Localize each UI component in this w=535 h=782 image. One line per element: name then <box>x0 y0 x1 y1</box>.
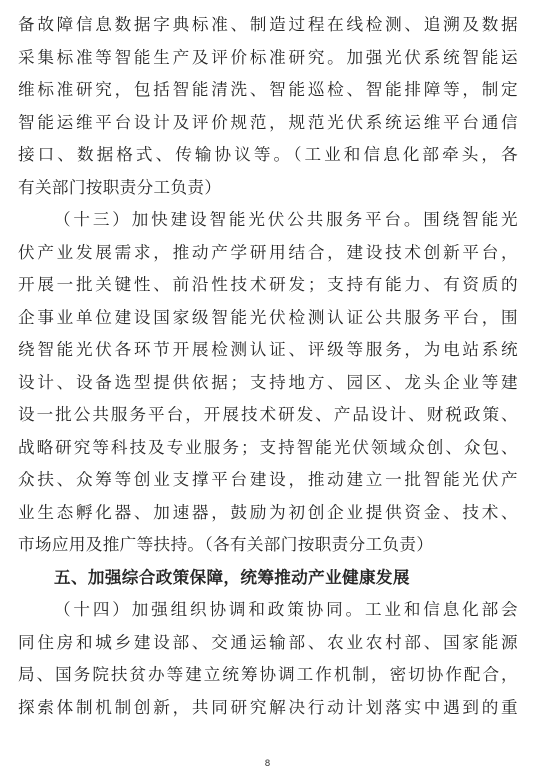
text-line: 市场应用及推广等扶持。（各有关部门按职责分工负责） <box>18 535 434 554</box>
text-line: 局、国务院扶贫办等建立统筹协调工作机制，密切协作配合， <box>18 665 518 684</box>
text-line: 探索体制机制创新，共同研究解决行动计划落实中遇到的重 <box>18 697 518 717</box>
text-line: 有关部门按职责分工负责） <box>18 177 222 197</box>
text-line: 智能运维平台设计及评价规范，规范光伏系统运维平台通信 <box>18 112 518 132</box>
paragraph-14-start: （十四）加强组织协调和政策协同。工业和信息化部会 <box>54 600 518 619</box>
text-line: 同住房和城乡建设部、交通运输部、农业农村部、国家能源 <box>18 632 518 652</box>
text-line: 伏产业发展需求，推动产学研用结合，建设技术创新平台， <box>18 242 518 262</box>
text-line: 设一批公共服务平台，开展技术研发、产品设计、财税政策、 <box>18 405 518 424</box>
text-line: 企事业单位建设国家级智能光伏检测认证公共服务平台，围 <box>18 307 518 327</box>
text-line: 采集标准等智能生产及评价标准研究。加强光伏系统智能运 <box>18 47 518 67</box>
text-line: 维标准研究，包括智能清洗、智能巡检、智能排障等，制定 <box>18 80 518 99</box>
paragraph-13-start: （十三）加快建设智能光伏公共服务平台。围绕智能光 <box>54 210 518 229</box>
section-heading: 五、加强综合政策保障，统筹推动产业健康发展 <box>54 567 410 587</box>
text-line: 业生态孵化器、加速器，鼓励为初创企业提供资金、技术、 <box>18 502 518 522</box>
body-text <box>18 9 518 724</box>
text-line: 备故障信息数据字典标准、制造过程在线检测、追溯及数据 <box>18 15 518 34</box>
page-number: 8 <box>264 759 271 769</box>
text-line: 接口、数据格式、传输协议等。（工业和信息化部牵头，各 <box>18 145 518 164</box>
text-line: 绕智能光伏各环节开展检测认证、评级等服务，为电站系统 <box>18 340 518 359</box>
text-line: 设计、设备选型提供依据；支持地方、园区、龙头企业等建 <box>18 372 518 392</box>
text-line: 开展一批关键性、前沿性技术研发；支持有能力、有资质的 <box>18 275 518 294</box>
text-line: 战略研究等科技及专业服务；支持智能光伏领域众创、众包、 <box>18 437 518 457</box>
text-line: 众扶、众筹等创业支撑平台建设，推动建立一批智能光伏产 <box>18 470 518 489</box>
